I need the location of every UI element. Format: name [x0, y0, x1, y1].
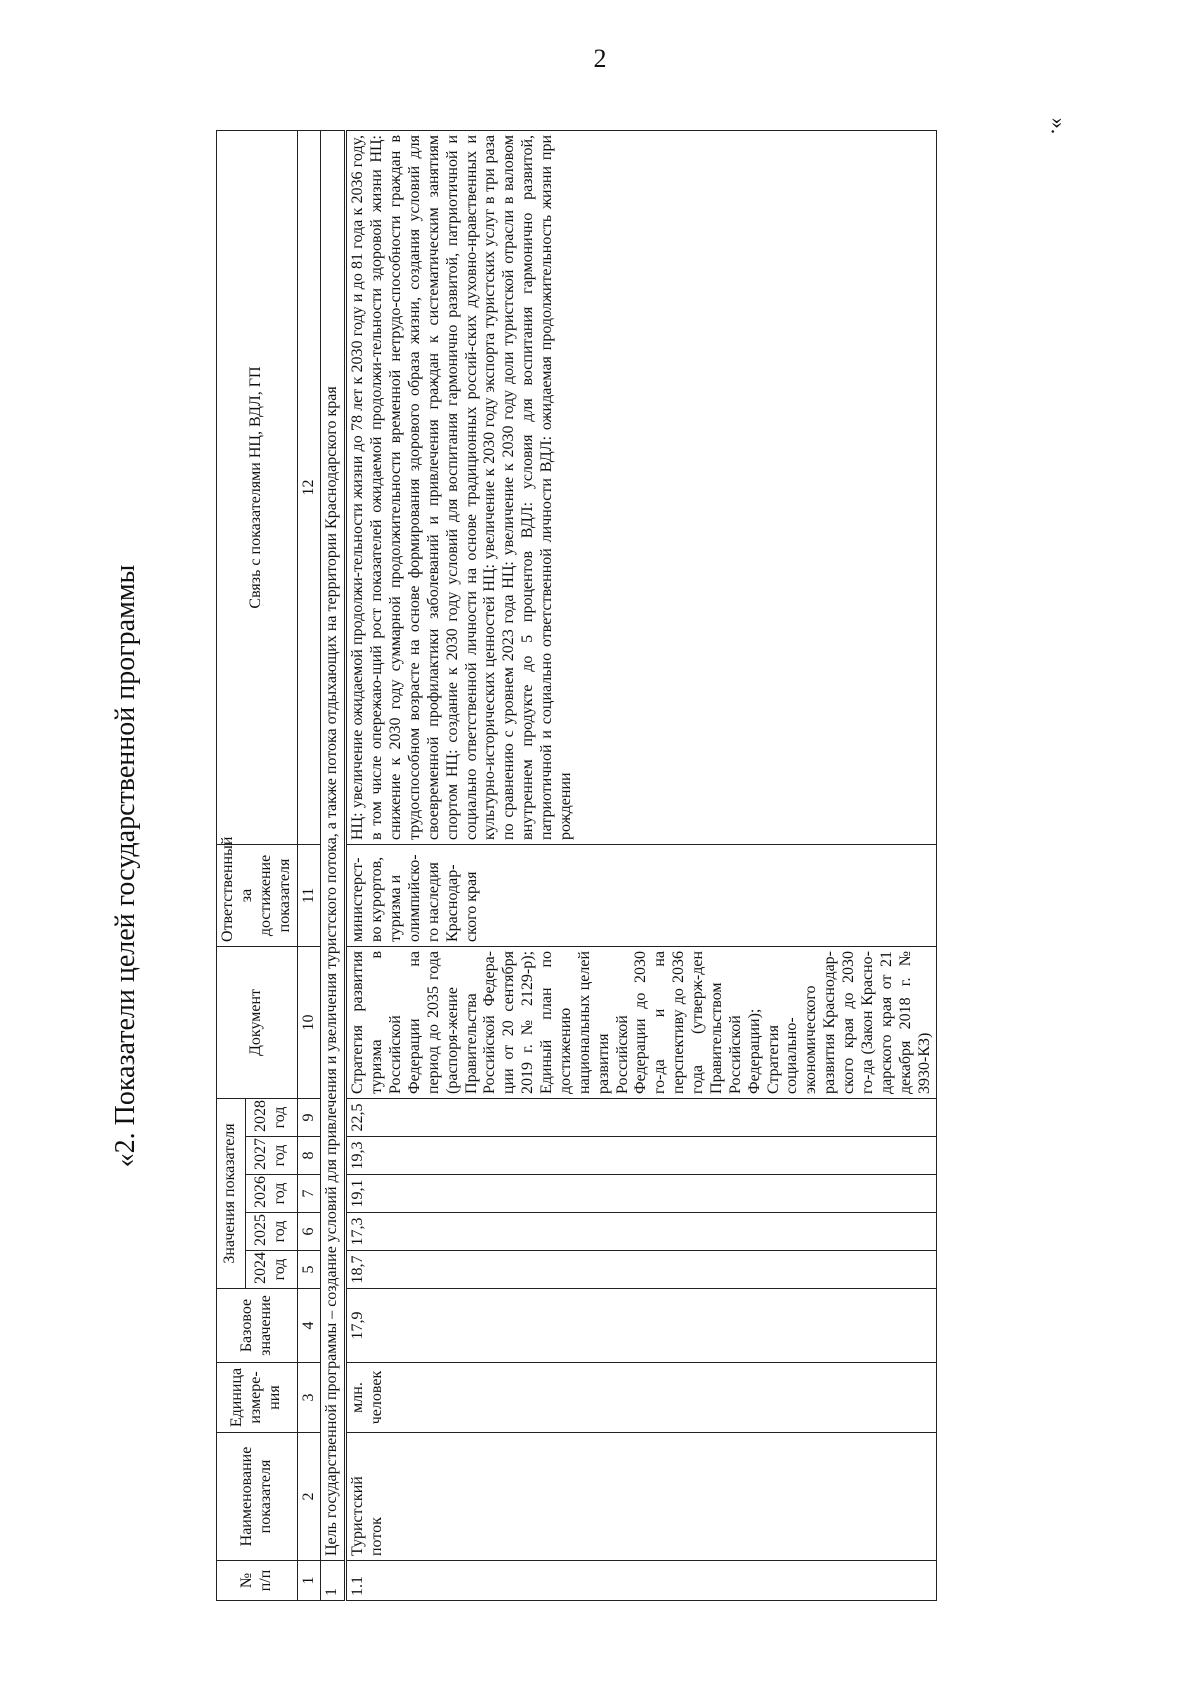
header-year-2026: 2026 год [245, 1175, 297, 1213]
indicators-table [216, 130, 937, 1601]
header-document: Документ [217, 946, 298, 1098]
row-value-2024: 18,7 [346, 1251, 937, 1289]
row-base-value: 17,9 [346, 1289, 937, 1363]
row-value-2026: 19,1 [346, 1175, 937, 1213]
header-row-top [217, 130, 246, 1600]
closing-quote-text: ». [1046, 117, 1071, 135]
column-number: 3 [297, 1363, 321, 1433]
column-number: 7 [297, 1175, 321, 1213]
goal-row [321, 130, 346, 1600]
header-year-2028: 2028 год [245, 1098, 297, 1136]
header-links: Связь с показателями НЦ, ВДЛ, ГП [217, 130, 298, 844]
header-number: № п/п [217, 1561, 298, 1601]
row-value-2027: 19,3 [346, 1137, 937, 1175]
header-unit: Единица измере-ния [217, 1363, 298, 1433]
page-number: 2 [593, 44, 607, 73]
rotated-landscape-content [100, 131, 1020, 1601]
header-indicator-name: Наименование показателя [217, 1433, 298, 1561]
column-number: 8 [297, 1137, 321, 1175]
column-numbers-row [297, 130, 321, 1600]
header-year-2024: 2024 год [245, 1251, 297, 1289]
row-indicator-name: Туристский поток [346, 1433, 937, 1561]
column-number: 4 [297, 1289, 321, 1363]
row-responsible: министерст-во курортов, туризма и олимпийско-го наследия Краснодар-ского края [346, 844, 937, 946]
column-number: 5 [297, 1251, 321, 1289]
row-value-2025: 17,3 [346, 1213, 937, 1251]
column-number: 9 [297, 1098, 321, 1136]
closing-quote-mark [1038, 106, 1078, 146]
column-number: 1 [297, 1561, 321, 1601]
goal-number: 1 [321, 1561, 346, 1601]
column-number: 6 [297, 1213, 321, 1251]
header-year-2025: 2025 год [245, 1213, 297, 1251]
header-base-value: Базовое значение [217, 1289, 298, 1363]
row-links: НЦ: увеличение ожидаемой продолжи-тельности жизни до 78 лет к 2030 году и до 81 года к 2036 году, в том числе опережаю-щий рост показателей ожидаемой продолжи-тельности здоровой жизни НЦ: снижение к 2030 году суммарной продолжительности временной нетрудо-способности граждан в трудоспособном возрасте на основе формирования здорового образа жизни, создания условий для своевременной профилактики заболеваний и привлечения граждан к систематическим занятиям спортом НЦ: создание к 2030 году условий для воспитания гармонично развитой, патриотичной и социально ответственной личности на основе традиционных россий-ских духовно-нравственных и культурно-исторических ценностей НЦ: увеличение к 2030 году экспорта туристских услуг в три раза по сравнению с уровнем 2023 года НЦ: увеличение к 2030 году доли туристской отрасли в валовом внутреннем продукте до 5 процентов ВДЛ: условия для воспитания гармонично развитой, патриотичной и социально ответственной личности ВДЛ: ожидаемая продолжительность жизни при рождении [346, 130, 937, 844]
row-number: 1.1 [346, 1561, 937, 1601]
row-unit: млн. человек [346, 1363, 937, 1433]
header-responsible: Ответственный за достижение показателя [217, 844, 298, 946]
column-number: 2 [297, 1433, 321, 1561]
section-heading: «2. Показатели целей государственной программы [110, 564, 141, 1168]
row-document: Стратегия развития туризма в Российской Федерации на период до 2035 года (распоря-жение Правительства Российской Федера-ции от 20 сентября 2019 г. № 2129-р); Единый план по достижению национальных целей развития Российской Федерации до 2030 го-да и на перспективу до 2036 года (утверж-ден Правительством Российской Федерации); Стратегия социально-экономического развития Краснодар-ского края до 2030 го-да (Закон Красно-дарского края от 21 декабря 2018 г. № 3930-КЗ) [346, 946, 937, 1098]
header-year-2027: 2027 год [245, 1137, 297, 1175]
table-row [346, 130, 937, 1600]
row-value-2028: 22,5 [346, 1098, 937, 1136]
header-values-group: Значения показателя [217, 1098, 246, 1288]
goal-text: Цель государственной программы – создание условий для привлечения и увеличения туристского потока, а также потока отдыхающих на территории Краснодарского края [321, 130, 346, 1560]
column-number: 10 [297, 946, 321, 1098]
column-number: 11 [297, 844, 321, 946]
column-number: 12 [297, 130, 321, 844]
